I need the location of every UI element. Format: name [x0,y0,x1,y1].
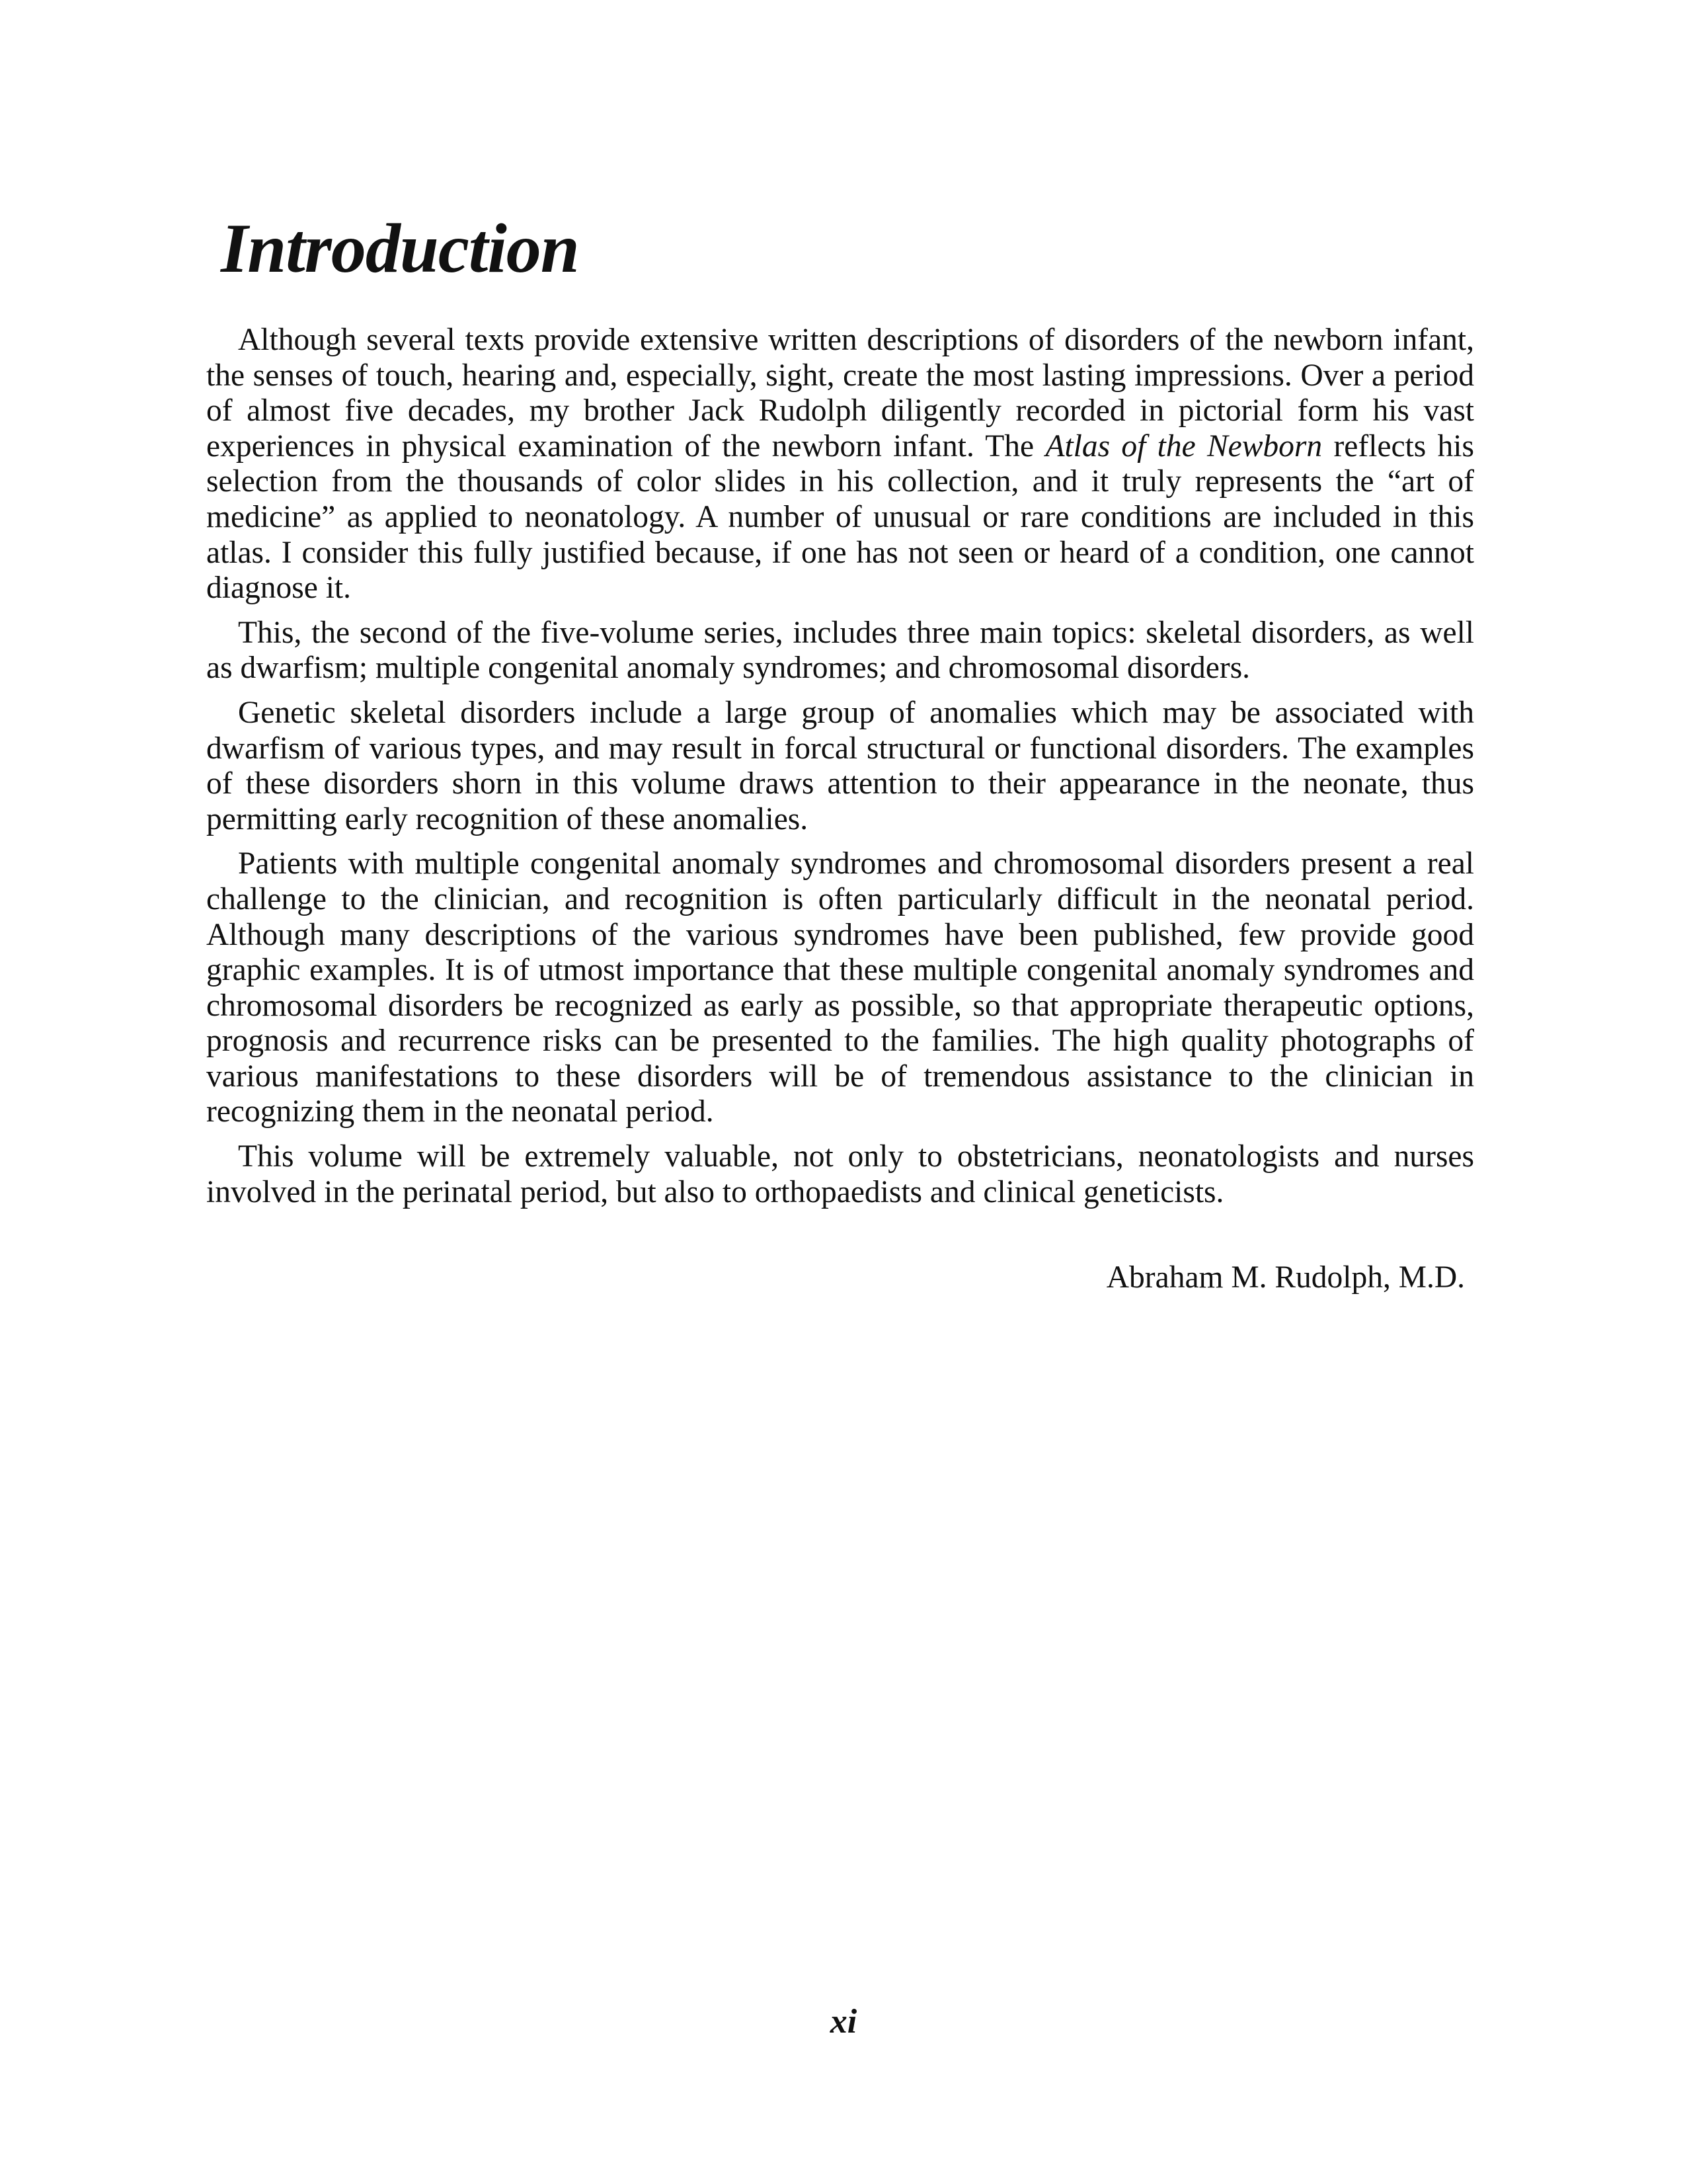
book-title: Atlas of the Newborn [1045,428,1323,464]
paragraph-5: This volume will be extremely valuable, not only to obstetricians, neonatologists and nurses involved in the perinatal period, but also to orthopaedists and clinical geneticists. [206,1139,1474,1209]
page-title: Introduction [221,210,579,287]
paragraph-4: Patients with multiple congenital anomaly syndromes and chromosomal disorders present a real challenge to the clinician, and recognition is often particularly difficult in the neonatal period. Although many descriptions of the various syndromes have been published, few provide good graphic examples. It is of utmost importance that these multiple congenital anomaly syndromes and chromosomal disorders be recognized as early as possible, so that appropriate therapeutic options, prognosis and recurrence risks can be presented to the families. The high quality photographs of various manifestations to these disorders will be of tremendous assistance to the clinician in recognizing them in the neonatal period. [206,846,1474,1129]
author-signature: Abraham M. Rudolph, M.D. [1106,1260,1465,1295]
paragraph-1 [206,323,1474,606]
paragraph-1-text-a: Although several texts provide extensive written descriptions of disorders of the newborn infant, the senses of touch, hearing and, especially, sight, create the most lasting impressions. Over a period of almost five decades, my brother Jack Rudolph diligently recorded in pictorial form his vast experiences in physical examination of the newborn infant. The [206,323,1474,464]
page-number: xi [830,2003,857,2041]
introduction-body [206,323,1474,1210]
paragraph-2: This, the second of the five-volume series, includes three main topics: skeletal disorders, as well as dwarfism; multiple congenital anomaly syndromes; and chromosomal disorders. [206,615,1474,686]
paragraph-3: Genetic skeletal disorders include a large group of anomalies which may be associated with dwarfism of various types, and may result in forcal structural or functional disorders. The examples of these disorders shorn in this volume draws attention to their appearance in the neonate, thus permitting early recognition of these anomalies. [206,695,1474,836]
paragraph-1-text-b: reflects his selection from the thousands of color slides in his collection, and it truly represents the “art of medicine” as applied to neonatology. A number of unusual or rare conditions are included in this atlas. I consider this fully justified because, if one has not seen or heard of a condition, one cannot diagnose it. [206,428,1474,606]
